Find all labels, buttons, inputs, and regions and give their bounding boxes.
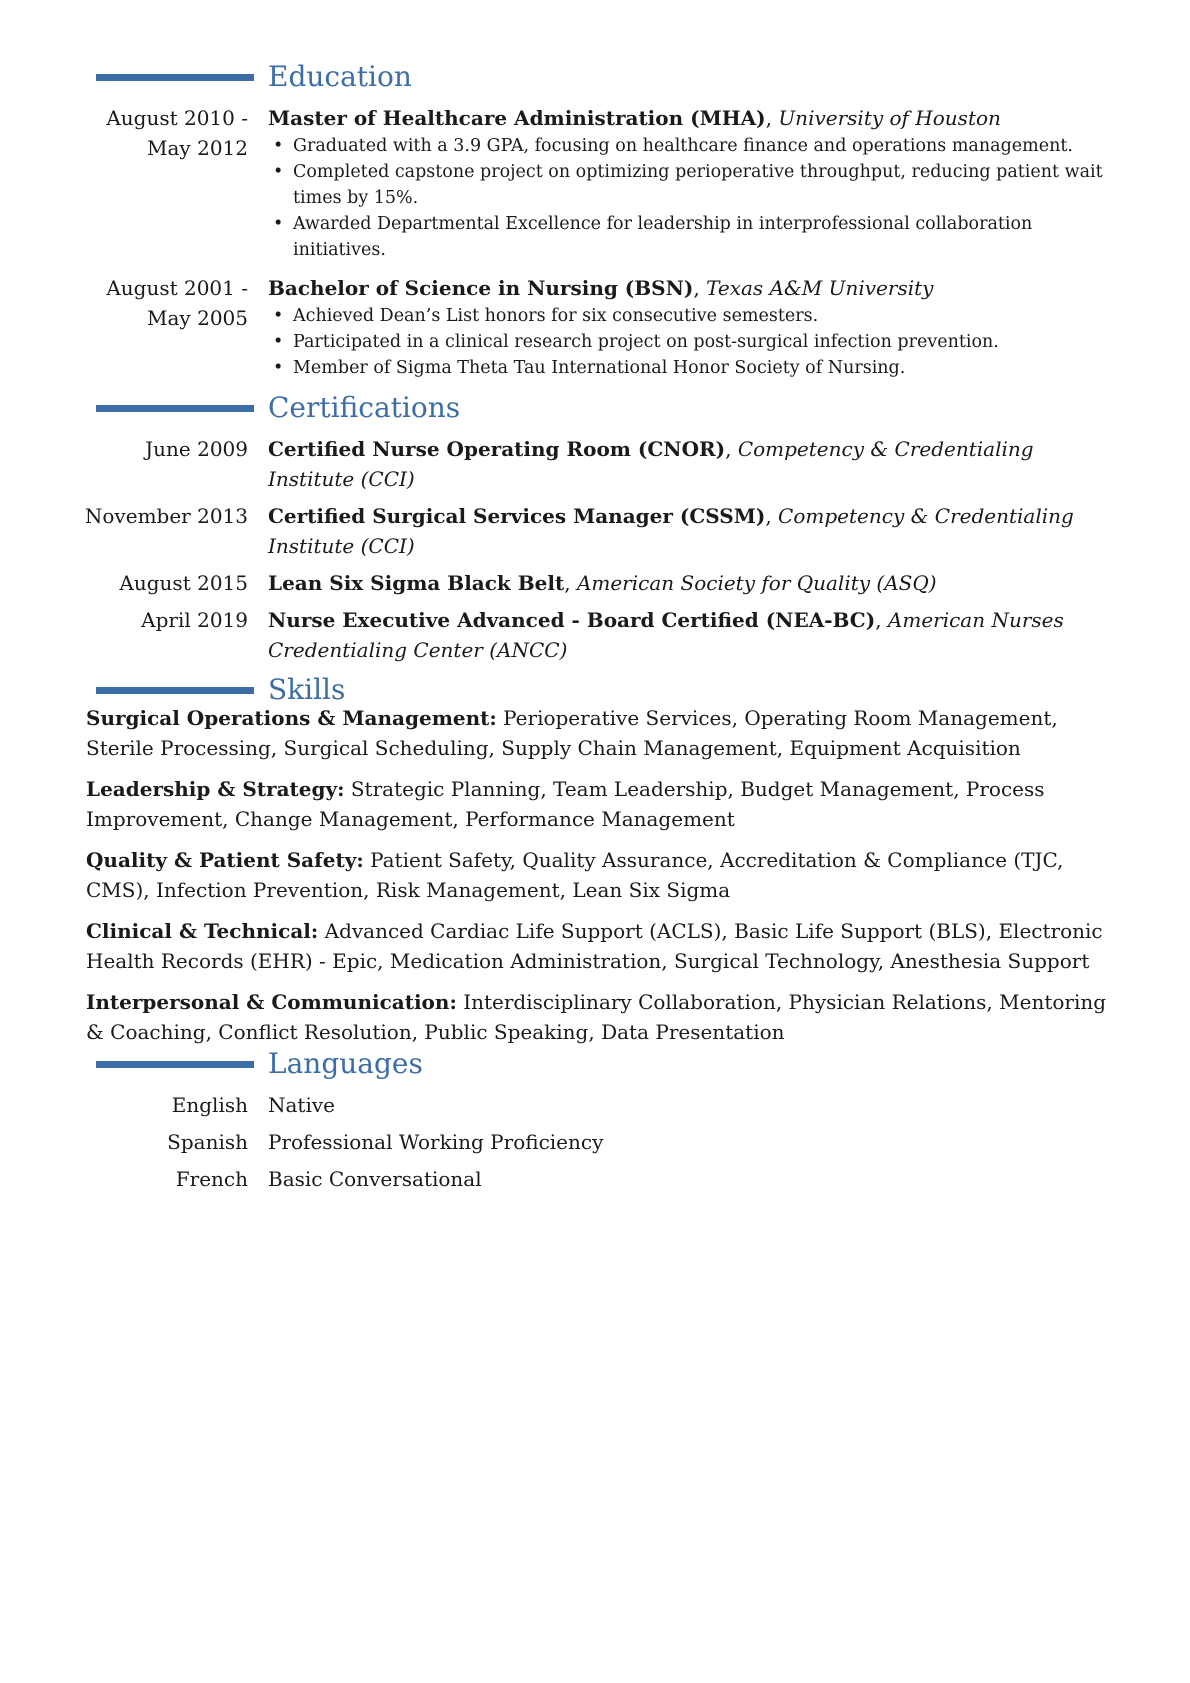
skill-items: Advanced Cardiac Life Support (ACLS), Basic Life Support (BLS), Electronic Health Records (EHR) - Epic, Medication Administration, Surgical Technology, Anesthesia Support bbox=[86, 919, 1103, 973]
section-accent-bar bbox=[96, 1061, 254, 1068]
degree-title: Master of Healthcare Administration (MHA) bbox=[268, 106, 766, 130]
entry-date: April 2019 bbox=[141, 608, 248, 632]
skill-category: Interpersonal & Communication: bbox=[86, 990, 457, 1014]
skill-group bbox=[86, 774, 1116, 834]
skill-category: Quality & Patient Safety: bbox=[86, 848, 364, 872]
entry-date: June 2009 bbox=[145, 437, 248, 461]
entry-date-start: August 2010 - bbox=[106, 106, 248, 130]
skill-items: Interdisciplinary Collaboration, Physician Relations, Mentoring & Coaching, Conflict Resolution, Public Speaking, Data Presentation bbox=[86, 990, 1107, 1044]
entry-date: August 2015 bbox=[119, 571, 248, 595]
skill-group bbox=[86, 987, 1116, 1047]
section-title: Education bbox=[268, 60, 412, 93]
language-level: Basic Conversational bbox=[268, 1167, 482, 1191]
certification-name: Certified Nurse Operating Room (CNOR) bbox=[268, 437, 726, 461]
entry-body: Certified Surgical Services Manager (CSSM), Competency & Credentialing Institute (CCI) bbox=[268, 504, 1074, 558]
languages-section-header bbox=[96, 1047, 1096, 1083]
language-name: English bbox=[171, 1093, 248, 1117]
list-item: • Awarded Departmental Excellence for leadership in interprofessional collaboration initiatives. bbox=[268, 211, 1110, 263]
certification-issuer: American Nurses Credentialing Center (ANCC) bbox=[268, 608, 1064, 662]
institution-name: Texas A&M University bbox=[706, 276, 934, 300]
skill-items: Strategic Planning, Team Leadership, Budget Management, Process Improvement, Change Management, Performance Management bbox=[86, 777, 1045, 831]
entry-date-end: May 2012 bbox=[147, 136, 248, 160]
list-item: • Member of Sigma Theta Tau International Honor Society of Nursing. bbox=[268, 355, 1110, 381]
section-accent-bar bbox=[96, 405, 254, 412]
certification-issuer: American Society for Quality (ASQ) bbox=[576, 571, 937, 595]
entry-body: Nurse Executive Advanced - Board Certified (NEA-BC), American Nurses Credentialing Center (ANCC) bbox=[268, 608, 1064, 662]
list-item: • Achieved Dean’s List honors for six consecutive semesters. bbox=[268, 303, 1110, 329]
list-item: • Participated in a clinical research project on post-surgical infection prevention. bbox=[268, 329, 1110, 355]
section-accent-bar bbox=[96, 74, 254, 81]
entry-date-start: August 2001 - bbox=[106, 276, 248, 300]
section-accent-bar bbox=[96, 687, 254, 694]
skill-items: Perioperative Services, Operating Room Management, Sterile Processing, Surgical Scheduling, Supply Chain Management, Equipment Acquisition bbox=[86, 706, 1058, 760]
entry-date: November 2013 bbox=[84, 504, 248, 528]
certification-name: Nurse Executive Advanced - Board Certified (NEA-BC) bbox=[268, 608, 876, 632]
entry-body: Bachelor of Science in Nursing (BSN), Texas A&M University • Achieved Dean’s List honors for six consecutive semesters. • Participated in a clinical research project on post-surgical infection prevention. • Member of Sigma Theta Tau International Honor Society of Nursing. bbox=[268, 273, 1110, 381]
section-title: Skills bbox=[268, 673, 346, 706]
degree-title: Bachelor of Science in Nursing (BSN) bbox=[268, 276, 694, 300]
institution-name: University of Houston bbox=[778, 106, 1001, 130]
section-title: Languages bbox=[268, 1047, 423, 1080]
certification-name: Certified Surgical Services Manager (CSSM) bbox=[268, 504, 766, 528]
skill-group bbox=[86, 845, 1116, 905]
skill-category: Surgical Operations & Management: bbox=[86, 706, 497, 730]
certification-name: Lean Six Sigma Black Belt bbox=[268, 571, 565, 595]
bullet-list bbox=[268, 303, 1110, 381]
entry-body: Master of Healthcare Administration (MHA), University of Houston • Graduated with a 3.9 GPA, focusing on healthcare finance and operations management. • Completed capstone project on optimizing perioperative throughput, reducing patient wait times by 15%. • Awarded Departmental Excellence for leadership in interprofessional collaboration initiatives. bbox=[268, 103, 1110, 263]
skill-category: Leadership & Strategy: bbox=[86, 777, 345, 801]
entry-body: Certified Nurse Operating Room (CNOR), Competency & Credentialing Institute (CCI) bbox=[268, 437, 1034, 491]
certification-issuer: Competency & Credentialing Institute (CCI) bbox=[268, 504, 1074, 558]
language-name: Spanish bbox=[167, 1130, 248, 1154]
entry-date-end: May 2005 bbox=[147, 306, 248, 330]
skill-group bbox=[86, 703, 1116, 763]
skill-group bbox=[86, 916, 1116, 976]
entry-body: Lean Six Sigma Black Belt, American Society for Quality (ASQ) bbox=[268, 571, 937, 595]
language-name: French bbox=[175, 1167, 248, 1191]
certifications-section-header bbox=[96, 391, 1096, 427]
list-item: • Graduated with a 3.9 GPA, focusing on healthcare finance and operations management. bbox=[268, 133, 1110, 159]
education-section-header bbox=[96, 60, 1096, 96]
skill-items: Patient Safety, Quality Assurance, Accreditation & Compliance (TJC, CMS), Infection Prevention, Risk Management, Lean Six Sigma bbox=[86, 848, 1064, 902]
language-level: Native bbox=[268, 1093, 335, 1117]
section-title: Certifications bbox=[268, 391, 461, 424]
skill-category: Clinical & Technical: bbox=[86, 919, 319, 943]
language-level: Professional Working Proficiency bbox=[268, 1130, 604, 1154]
bullet-list bbox=[268, 133, 1110, 263]
list-item: • Completed capstone project on optimizing perioperative throughput, reducing patient wait times by 15%. bbox=[268, 159, 1110, 211]
certification-issuer: Competency & Credentialing Institute (CCI) bbox=[268, 437, 1034, 491]
